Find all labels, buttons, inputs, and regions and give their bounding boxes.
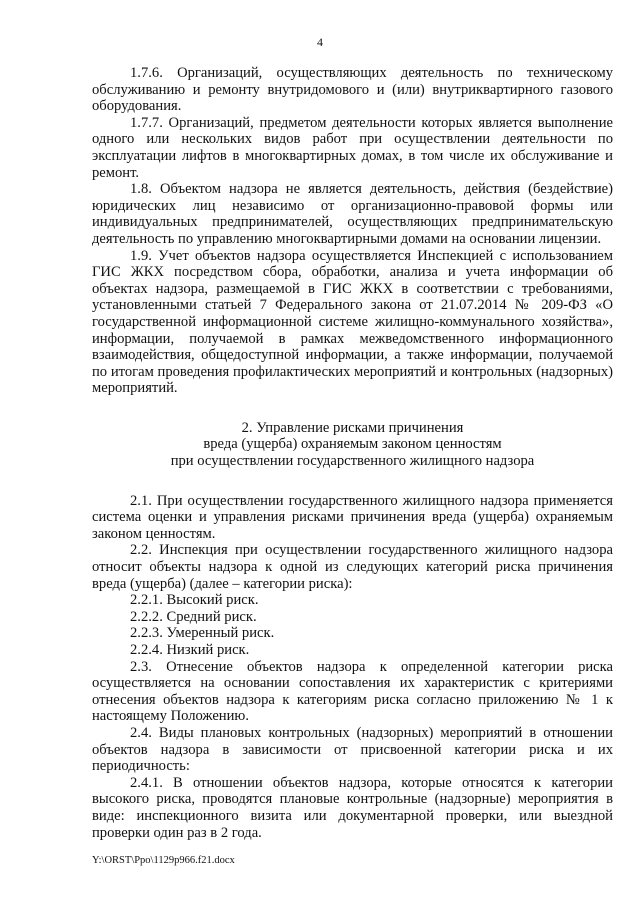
section-heading-line: при осуществлении государственного жилищного надзора	[170, 453, 535, 470]
document-body	[92, 65, 613, 841]
section-2-heading	[92, 420, 613, 470]
paragraph-1-7-6: 1.7.6. Организаций, осуществляющих деятельность по техническому обслуживанию и ремонту внутридомового и (или) внутриквартирного газового оборудования.	[92, 65, 613, 115]
paragraph-1-8: 1.8. Объектом надзора не является деятельность, действия (бездействие) юридических лиц независимо от организационно-правовой формы или индивидуальных предпринимателей, осуществляющих предпринимательскую деятельность по управлению многоквартирными домами на основании лицензии.	[92, 181, 613, 247]
paragraph-2-2: 2.2. Инспекция при осуществлении государственного жилищного надзора относит объекты надзора к одной из следующих категорий риска причинения вреда (ущерба) (далее – категории риска):	[92, 542, 613, 592]
paragraph-2-2-3: 2.2.3. Умеренный риск.	[130, 625, 275, 642]
paragraph-1-9: 1.9. Учет объектов надзора осуществляется Инспекцией с использованием ГИС ЖКХ посредством сбора, обработки, анализа и учета информации об объектах надзора, размещаемой в ГИС ЖКХ в соответствии с требованиями, установленными статьей 7 Федерального закона от 21.07.2014 № 209-ФЗ «О государственной информационной системе жилищно-коммунального хозяйства», информации, получаемой в рамках межведомственного информационного взаимодействия, общедоступной информации, а также информации, получаемой по итогам проведения профилактических мероприятий и контрольных (надзорных) мероприятий.	[92, 247, 613, 397]
paragraph-1-7-7: 1.7.7. Организаций, предметом деятельности которых является выполнение одного или нескольких видов работ при осуществлении деятельности по эксплуатации лифтов в многоквартирных домах, в том числе их обслуживание и ремонт.	[92, 114, 613, 181]
paragraph-2-3: 2.3. Отнесение объектов надзора к определенной категории риска осуществляется на основании сопоставления их характеристик с критериями отнесения объектов надзора к категориям риска согласно приложению № 1 к настоящему Положению.	[92, 658, 613, 725]
file-path-footer: Y:\ORST\Ppo\1129p966.f21.docx	[92, 855, 235, 866]
section-heading-line: 2. Управление рисками причинения	[241, 419, 464, 436]
paragraph-2-4: 2.4. Виды плановых контрольных (надзорных) мероприятий в отношении объектов надзора в зависимости от присвоенной категории риска и их периодичность:	[92, 724, 613, 775]
section-heading-line: вреда (ущерба) охраняемым законом ценностям	[203, 436, 502, 453]
paragraph-2-2-1: 2.2.1. Высокий риск.	[130, 592, 259, 609]
paragraph-2-2-4: 2.2.4. Низкий риск.	[130, 642, 250, 658]
page-number: 4	[317, 35, 323, 49]
paragraph-2-2-2: 2.2.2. Средний риск.	[130, 608, 257, 625]
paragraph-2-1: 2.1. При осуществлении государственного жилищного надзора применяется система оценки и управления рисками причинения вреда (ущерба) охраняемым законом ценностям.	[92, 492, 613, 542]
paragraph-2-4-1: 2.4.1. В отношении объектов надзора, которые относятся к категории высокого риска, проводятся плановые контрольные (надзорные) мероприятия в виде: инспекционного визита или документарной проверки, или выездной проверки один раз в 2 года.	[92, 774, 613, 841]
